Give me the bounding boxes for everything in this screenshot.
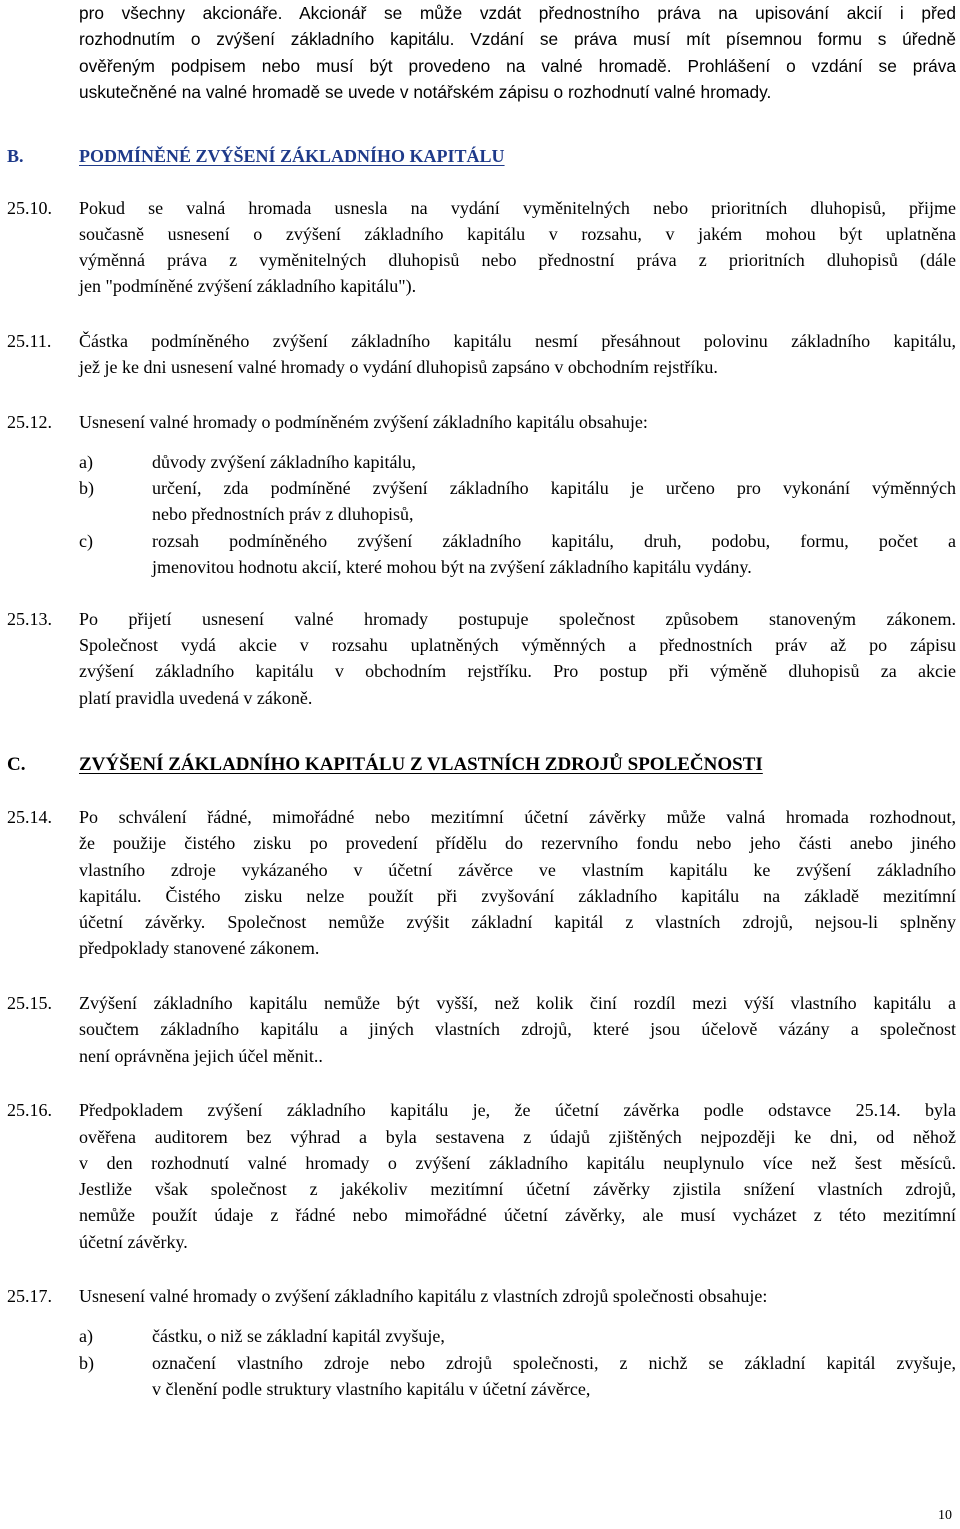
list-item-letter: c): [79, 531, 93, 551]
list-item-letter: a): [79, 452, 93, 472]
list-item: nebo přednostních práv z dluhopisů,: [152, 504, 414, 524]
text-line: Zvýšení základního kapitálu nemůže být vyšší, než kolik činí rozdíl mezi výší vlastního kapitálu a: [79, 993, 956, 1013]
text-line: jež je ke dni usnesení valné hromady o vydání dluhopisů zapsáno v obchodním rejstříku.: [79, 357, 718, 377]
text-line: Pokud se valná hromada usnesla na vydání vyměnitelných nebo prioritních dluhopisů, přijme: [79, 198, 956, 218]
text-line: uskutečněné na valné hromadě se uvede v notářském zápisu o rozhodnutí valné hromady.: [79, 82, 772, 102]
text-line: vlastního zdroje vykázaného v účetní závěrce ve vlastním kapitálu ke zvýšení základního: [79, 860, 956, 880]
text-line: účetní závěrky.: [79, 1232, 188, 1252]
list-item: rozsah podmíněného zvýšení základního kapitálu, druh, podobu, formu, počet a: [152, 531, 956, 551]
text-line: ověřeným podpisem nebo musí být provedeno na valné hromadě. Prohlášení o vzdání se práva: [79, 56, 956, 76]
text-line: jen "podmíněné zvýšení základního kapitálu").: [79, 276, 417, 296]
paragraph-number: 25.17.: [7, 1286, 52, 1306]
text-line: Po schválení řádné, mimořádné nebo mezitímní účetní závěrky může valná hromada rozhodnout,: [79, 807, 956, 827]
page-number: 10: [938, 1508, 952, 1523]
text-line: předpoklady stanovené zákonem.: [79, 938, 320, 958]
list-item-letter: a): [79, 1326, 93, 1346]
paragraph-number: 25.16.: [7, 1100, 52, 1120]
text-line: Jestliže však společnost z jakékoliv mezitímní účetní závěrky zjistila snížení vlastních zdrojů,: [79, 1179, 956, 1199]
text-line: Společnost vydá akcie v rozsahu uplatněných výměnných a přednostních práv až po zápisu: [79, 635, 956, 655]
text-line: není oprávněna jejich účel měnit..: [79, 1046, 323, 1066]
text-line: platí pravidla uvedená v zákoně.: [79, 688, 313, 708]
text-line: že použije čistého zisku po provedení přídělu do rezervního fondu nebo jeho části anebo jiného: [79, 833, 956, 853]
text-line: v den rozhodnutí valné hromady o zvýšení základního kapitálu neuplynulo více než šest měsíců.: [79, 1153, 956, 1173]
section-b-title: PODMÍNĚNÉ ZVÝŠENÍ ZÁKLADNÍHO KAPITÁLU: [79, 146, 505, 166]
text-line: zvýšení základního kapitálu v obchodním rejstříku. Pro postup při výměně dluhopisů za akcie: [79, 661, 956, 681]
paragraph-number: 25.13.: [7, 609, 52, 629]
section-c-title: ZVÝŠENÍ ZÁKLADNÍHO KAPITÁLU Z VLASTNÍCH ZDROJŮ SPOLEČNOSTI: [79, 754, 763, 775]
text-line: Usnesení valné hromady o podmíněném zvýšení základního kapitálu obsahuje:: [79, 412, 648, 432]
paragraph-number: 25.15.: [7, 993, 52, 1013]
text-line: rozhodnutím o zvýšení základního kapitálu. Vzdání se práva musí mít písemnou formu s úředně: [79, 29, 956, 49]
paragraph-number: 25.12.: [7, 412, 52, 432]
list-item-letter: b): [79, 478, 94, 498]
section-c-letter: C.: [7, 754, 26, 775]
list-item: důvody zvýšení základního kapitálu,: [152, 452, 416, 472]
list-item: částku, o niž se základní kapitál zvyšuje,: [152, 1326, 445, 1346]
text-line: Usnesení valné hromady o zvýšení základního kapitálu z vlastních zdrojů společnosti obsahuje:: [79, 1286, 768, 1306]
text-line: ověřena auditorem bez výhrad a byla sestavena z údajů zjištěných nejpozději ke dni, od něhož: [79, 1127, 956, 1147]
text-line: účetní závěrky. Společnost nemůže zvýšit základní kapitál z vlastních zdrojů, nejsou-li splněny: [79, 912, 956, 932]
paragraph-number: 25.14.: [7, 807, 52, 827]
list-item: jmenovitou hodnotu akcií, které mohou být na zvýšení základního kapitálu vydány.: [152, 557, 752, 577]
text-line: výměnná práva z vyměnitelných dluhopisů nebo přednostní práva z prioritních dluhopisů (dále: [79, 250, 956, 270]
text-line: současně usnesení o zvýšení základního kapitálu v rozsahu, v jakém mohou být uplatněna: [79, 224, 956, 244]
text-line: Částka podmíněného zvýšení základního kapitálu nesmí přesáhnout polovinu základního kapitálu,: [79, 331, 956, 351]
list-item: v členění podle struktury vlastního kapitálu v účetní závěrce,: [152, 1379, 591, 1399]
text-line: Předpokladem zvýšení základního kapitálu je, že účetní závěrka podle odstavce 25.14. byla: [79, 1100, 956, 1120]
list-item-letter: b): [79, 1353, 94, 1373]
text-line: pro všechny akcionáře. Akcionář se může vzdát přednostního práva na upisování akcií i před: [79, 3, 956, 23]
text-line: Po přijetí usnesení valné hromady postupuje společnost způsobem stanoveným zákonem.: [79, 609, 956, 629]
text-line: kapitálu. Čistého zisku nelze použít při zvyšování základního kapitálu na základě mezitímní: [79, 886, 956, 906]
text-line: nemůže použít údaje z řádné nebo mimořádné účetní závěrky, ale musí vycházet z této mezitímní: [79, 1205, 956, 1225]
paragraph-number: 25.10.: [7, 198, 52, 218]
section-b-letter: B.: [7, 146, 24, 166]
text-line: součtem základního kapitálu a jiných vlastních zdrojů, které jsou účelově vázány a společnost: [79, 1019, 956, 1039]
list-item: označení vlastního zdroje nebo zdrojů společnosti, z nichž se základní kapitál zvyšuje,: [152, 1353, 956, 1373]
paragraph-number: 25.11.: [7, 331, 52, 351]
list-item: určení, zda podmíněné zvýšení základního kapitálu je určeno pro vykonání výměnných: [152, 478, 956, 498]
